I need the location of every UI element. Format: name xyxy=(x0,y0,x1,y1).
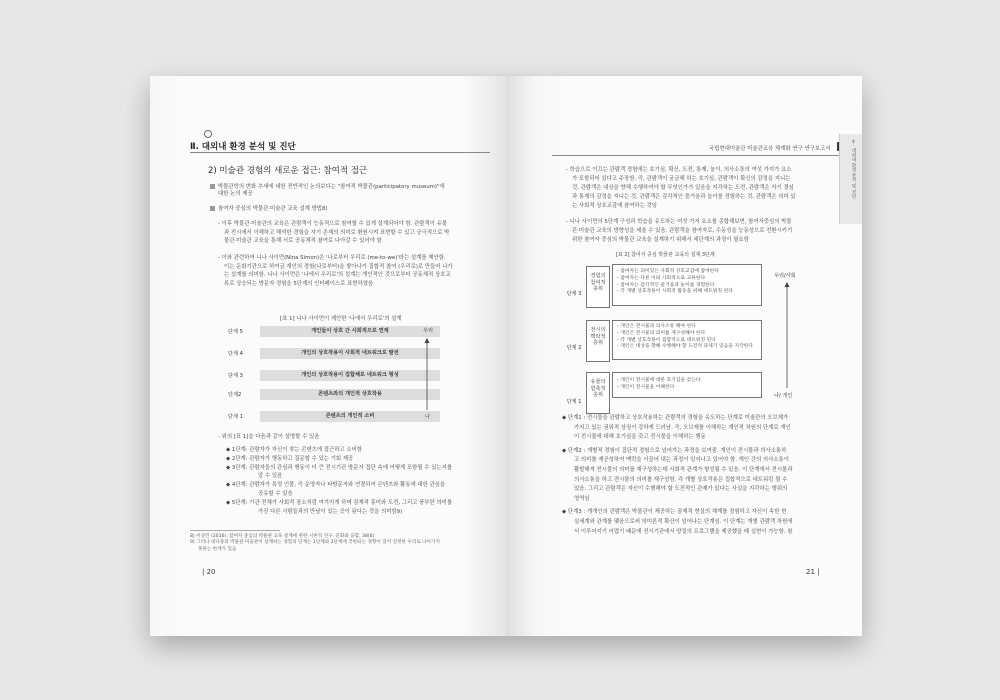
page-number-left: | 20 xyxy=(202,568,216,576)
item1: 박물관학의 변화 추세에 대한 전반적인 논의보다는 "참여적 박물관(participatory museum)"에 대한 논의 제공 xyxy=(210,184,445,198)
right-arrow-top-label: 우리/사회 xyxy=(774,273,796,279)
stage5-bar: 개인들이 상호 간 사회적으로 연계 xyxy=(260,326,440,337)
diamond-bullet-icon: ◆ xyxy=(562,447,568,454)
list-item: ◆ 1단계: 관람자가 자신이 찾는 콘텐츠에 접근하고 소비함 xyxy=(226,447,362,453)
level3-name-box: 경험의 참여적 층위 xyxy=(586,266,610,308)
list-item: ◆ 2단계: 관람자가 행동하고 질문할 수 있는 기회 제공 xyxy=(226,455,354,462)
running-header: 국립현대미술관 미술관교육 체계화 연구 연구보고서 xyxy=(709,146,831,152)
stage3-label: 단계 3 xyxy=(228,373,243,379)
up-arrow-icon xyxy=(422,338,432,410)
chapter-title: Ⅱ. 대외내 환경 분석 및 진단 xyxy=(190,142,296,152)
section-title: 2) 미술관 경험의 새로운 접근: 참여적 접근 xyxy=(208,166,368,176)
square-bullet-icon xyxy=(210,184,215,189)
chapter-marker xyxy=(204,130,212,138)
up-arrow-icon xyxy=(782,282,792,388)
left-page xyxy=(150,76,506,636)
stage2-label: 단계2 xyxy=(228,392,242,398)
footnotes: 8) 이상민 (2016). 참여자 중심의 박물관 교육 설계에 관한 시론적 연구. 문화와 융합, 38(6) 9) 그러나 대다중의 박물관·미술관이 설계하는 경험의 단계는 1단계와 2단계에 국한되는 경향이 있어 진정한 우리로 나아가지 못하는 한계가 있음 xyxy=(190,534,440,552)
right-para2: - 니나 사이먼의 5단계 구성과 학습을 유도하는 여섯 가지 요소를 종합해보면, 참여자중심의 박물 관·미술관 교육의 방향성을 세울 수 있음. 관람객을 참여자로, 수동성을 능동성으로 전환시키기 위한 참여자 중심의 박물관 교육을 설계하기 위해서 세단계의 과정이 필요함 xyxy=(566,219,793,243)
list-item: ◆ 단계1 : 전시물을 관람하고 상호작용하는 관람객의 경험을 유도하는 단계로 미술관의 오브제가 가지고 있는 권위적 상징이 강하게 드러남. 즉, 오브제를 이해하는 개인적 차원의 단계로 개인 이 전시물에 대해 호기심을 갖고 전시물을 이해하는 행동 xyxy=(562,415,791,441)
open-book xyxy=(150,76,862,636)
arrow-bottom-label: 나 xyxy=(425,414,431,420)
diamond-bullet-icon: ◆ xyxy=(226,464,232,471)
bullet-list xyxy=(226,446,452,516)
stage2-bar: 콘텐츠와의 개인적 상호작용 xyxy=(260,389,440,400)
level2-items: - 개인은 전시물과 의사소통 해야 한다 - 개인은 전시물의 의미를 재구성해야 한다 - 각 개별 상호작용이 집합적으로 네트워킹 된다 - 개인은 대상을 향해 수행해야 할 도전적 과제가 있음을 지각한다 xyxy=(612,320,762,360)
square-bullet-icon xyxy=(210,206,215,211)
para1: - 이후 박물관·미술관의 교육은 관람객이 능동적으로 참여할 수 있게 설계되어야 함. 관람객이 유물 과 전시에서 이해하고 해석한 경험을 자기 존재의 의미로 환원시켜 표현할 수 있고 궁극적으로 박 물관·미술관 교육을 통해 서로 공동체적 참여로 나아갈 수 있어야 함 xyxy=(218,221,450,245)
level2-stage: 단계 2 xyxy=(566,345,582,351)
stage4-label: 단계 4 xyxy=(228,351,243,357)
list-item: ◆ 3단계: 관람자들의 관심과 행동이 더 큰 전시기관 방문자 집단 속에 어떻게 포함될 수 있는지를 알 수 있음 xyxy=(226,464,453,480)
diamond-bullet-icon: ◆ xyxy=(226,499,232,506)
stage4-bar: 개인의 상호작용이 사회적 네트워크로 발전 xyxy=(260,348,440,359)
list-item: ◆ 4단계: 관람자가 특정 인물, 즉 운영자나 타방문자와 연결되어 콘텐츠와 활동에 대한 관심을 공유할 수 있음 xyxy=(226,482,446,497)
page-number-right: 21 | xyxy=(806,568,820,576)
level3-stage: 단계 3 xyxy=(566,291,582,297)
list-item: ◆ 단계2 : 개별적 경험이 집단적 경험으로 넘어가는 과정을 보여줌. 개인이 전시물과 의사소통하 고 의미를 재공성하여 맥락을 이끌어 내는 과정이 일어나고 있어야 함. 개인 간의 의사소통이 활발해져 전시물의 의미를 재구성하는데 사회적 관계가 형성될 수 있음. 이 단계에서 전시물과 의사소통을 하고 전시물의 의미를 재구성함. 각 개별 상호작용은 집합적으로 네트워킹 될 수 있음. 그리고 관람객은 자신이 수행해야 할 도전적인 관제가 있다는 사실을 지각하는 행위의 영역임 xyxy=(562,447,793,502)
stage5-label: 단계 5 xyxy=(228,329,243,335)
level1-stage: 단계 1 xyxy=(566,399,582,405)
item2: 참여자 중심의 박물관·미술관 교육 설계 방법8) xyxy=(210,206,328,213)
stage3-bar: 개인의 상호작용이 집합체로 네트워크 형성 xyxy=(260,370,440,381)
stage1-label: 단계 1 xyxy=(228,414,243,420)
chapter-side-tab[interactable]: Ⅱ. 대외내 환경 분석 및 진단 xyxy=(839,134,862,224)
level3-items: - 참여자는 의미있는 사회적 상호교감에 참여한다 - 참여자는 다른 이와 사회적으로 교류한다 - 참여자는 감각적인 즐거움과 놀이를 경험한다 - 각 개별 상호작용이 사회적 활동을 위해 네트워킹 된다 xyxy=(612,264,762,306)
diamond-bullet-icon: ◆ xyxy=(226,447,232,453)
footnote-rule xyxy=(190,530,280,531)
table1-caption: [표 1] 니나 사이먼이 제안한 '나에서 우리로'의 설계 xyxy=(280,316,402,322)
para2: - 이와 관련하여 니나 사이먼(Nina Simon)은 '나로부터 우리로 (me-to-we)'라는 설계를 제안함. 이는 문화기관으로 하여금 개인의 경험(나로부터)을 쌓아나가 집합적 참여 (우리로)로 만들어 나가 는 설계를 의미함. 니나 사이먼은 '나에서 우리로'의 설계는 개인적인 것으로부터 공동체적 상호교 류로 상승되는 방문자 경험을 5단계의 인터페이스로 표현하였음 xyxy=(218,255,453,287)
arrow-top-label: 우리 xyxy=(423,328,434,334)
stage1-bar: 콘텐츠의 개인적 소비 xyxy=(260,411,440,422)
header-rule xyxy=(552,155,842,156)
level1-items: - 개인이 전시물에 대한 호기심을 갖는다 - 개인이 전시물을 이해한다 xyxy=(612,372,762,398)
after-table-text: - 위의 [표 1]을 다음과 같이 설명할 수 있음 xyxy=(218,434,320,440)
right-arrow-bottom-label: 나/ 개인 xyxy=(774,393,793,399)
right-page xyxy=(506,76,862,636)
list-item: ◆ 5단계: 기관 전체가 사회적 장소처럼 여겨지게 하며 잠재적 흥미와 도전, 그리고 풍부한 의미를 가진 다른 사람들과의 만남이 있는 곳이 된다는 것을 의미함9) xyxy=(226,499,453,515)
table2-caption: [표 2] 참여자 중심 박물관 교육의 설계 3단계 xyxy=(616,252,715,258)
diamond-bullet-icon: ◆ xyxy=(226,482,232,489)
level2-name-box: 전시의 맥락적 층위 xyxy=(586,320,610,362)
level1-name-box: 유물의 함축적 층위 xyxy=(586,372,610,414)
diamond-bullet-icon: ◆ xyxy=(562,509,568,516)
right-para1: - 학습으로 이끄는 관람객 경험에는 호기심, 확신, 도전, 통제, 놀이, 의사소통의 여섯 가지가 요소 가 포함되어 있다고 주장함. 즉, 관람객이 궁금해 하는 호기심, 관람객이 확신의 감정을 지니는 것, 관람객은 대상을 향해 수행하여야 할 무엇인가가 있음을 지각하는 도전, 관람객은 자기 결심 과 통제의 감정을 지니는 것, 관람객은 감각적인 즐거움과 놀이를 경험하는 것, 관람객은 의미 있 는 사회적 상호교감에 참여하는 것임 xyxy=(566,167,796,209)
diamond-bullet-icon: ◆ xyxy=(562,415,568,421)
diamond-bullet-icon: ◆ xyxy=(226,455,232,462)
list-item: ◆ 단계3 : 개개인의 관람객은 박물관이 제공하는 잠재적 현실의 체계를 경험하고 자신이 속한 현 실세계와 관계를 맺음으로써 의미론적 확산이 일어나는 단계임. 이 단계는 개별 관람객 차원에 서 이루어지기 어렵기 때문에 전시기관에서 양질의 프로그램을 제공했을 때 실현이 가능함. 참 xyxy=(562,509,793,535)
diamond-list xyxy=(562,414,792,537)
chapter-rule xyxy=(190,152,490,153)
